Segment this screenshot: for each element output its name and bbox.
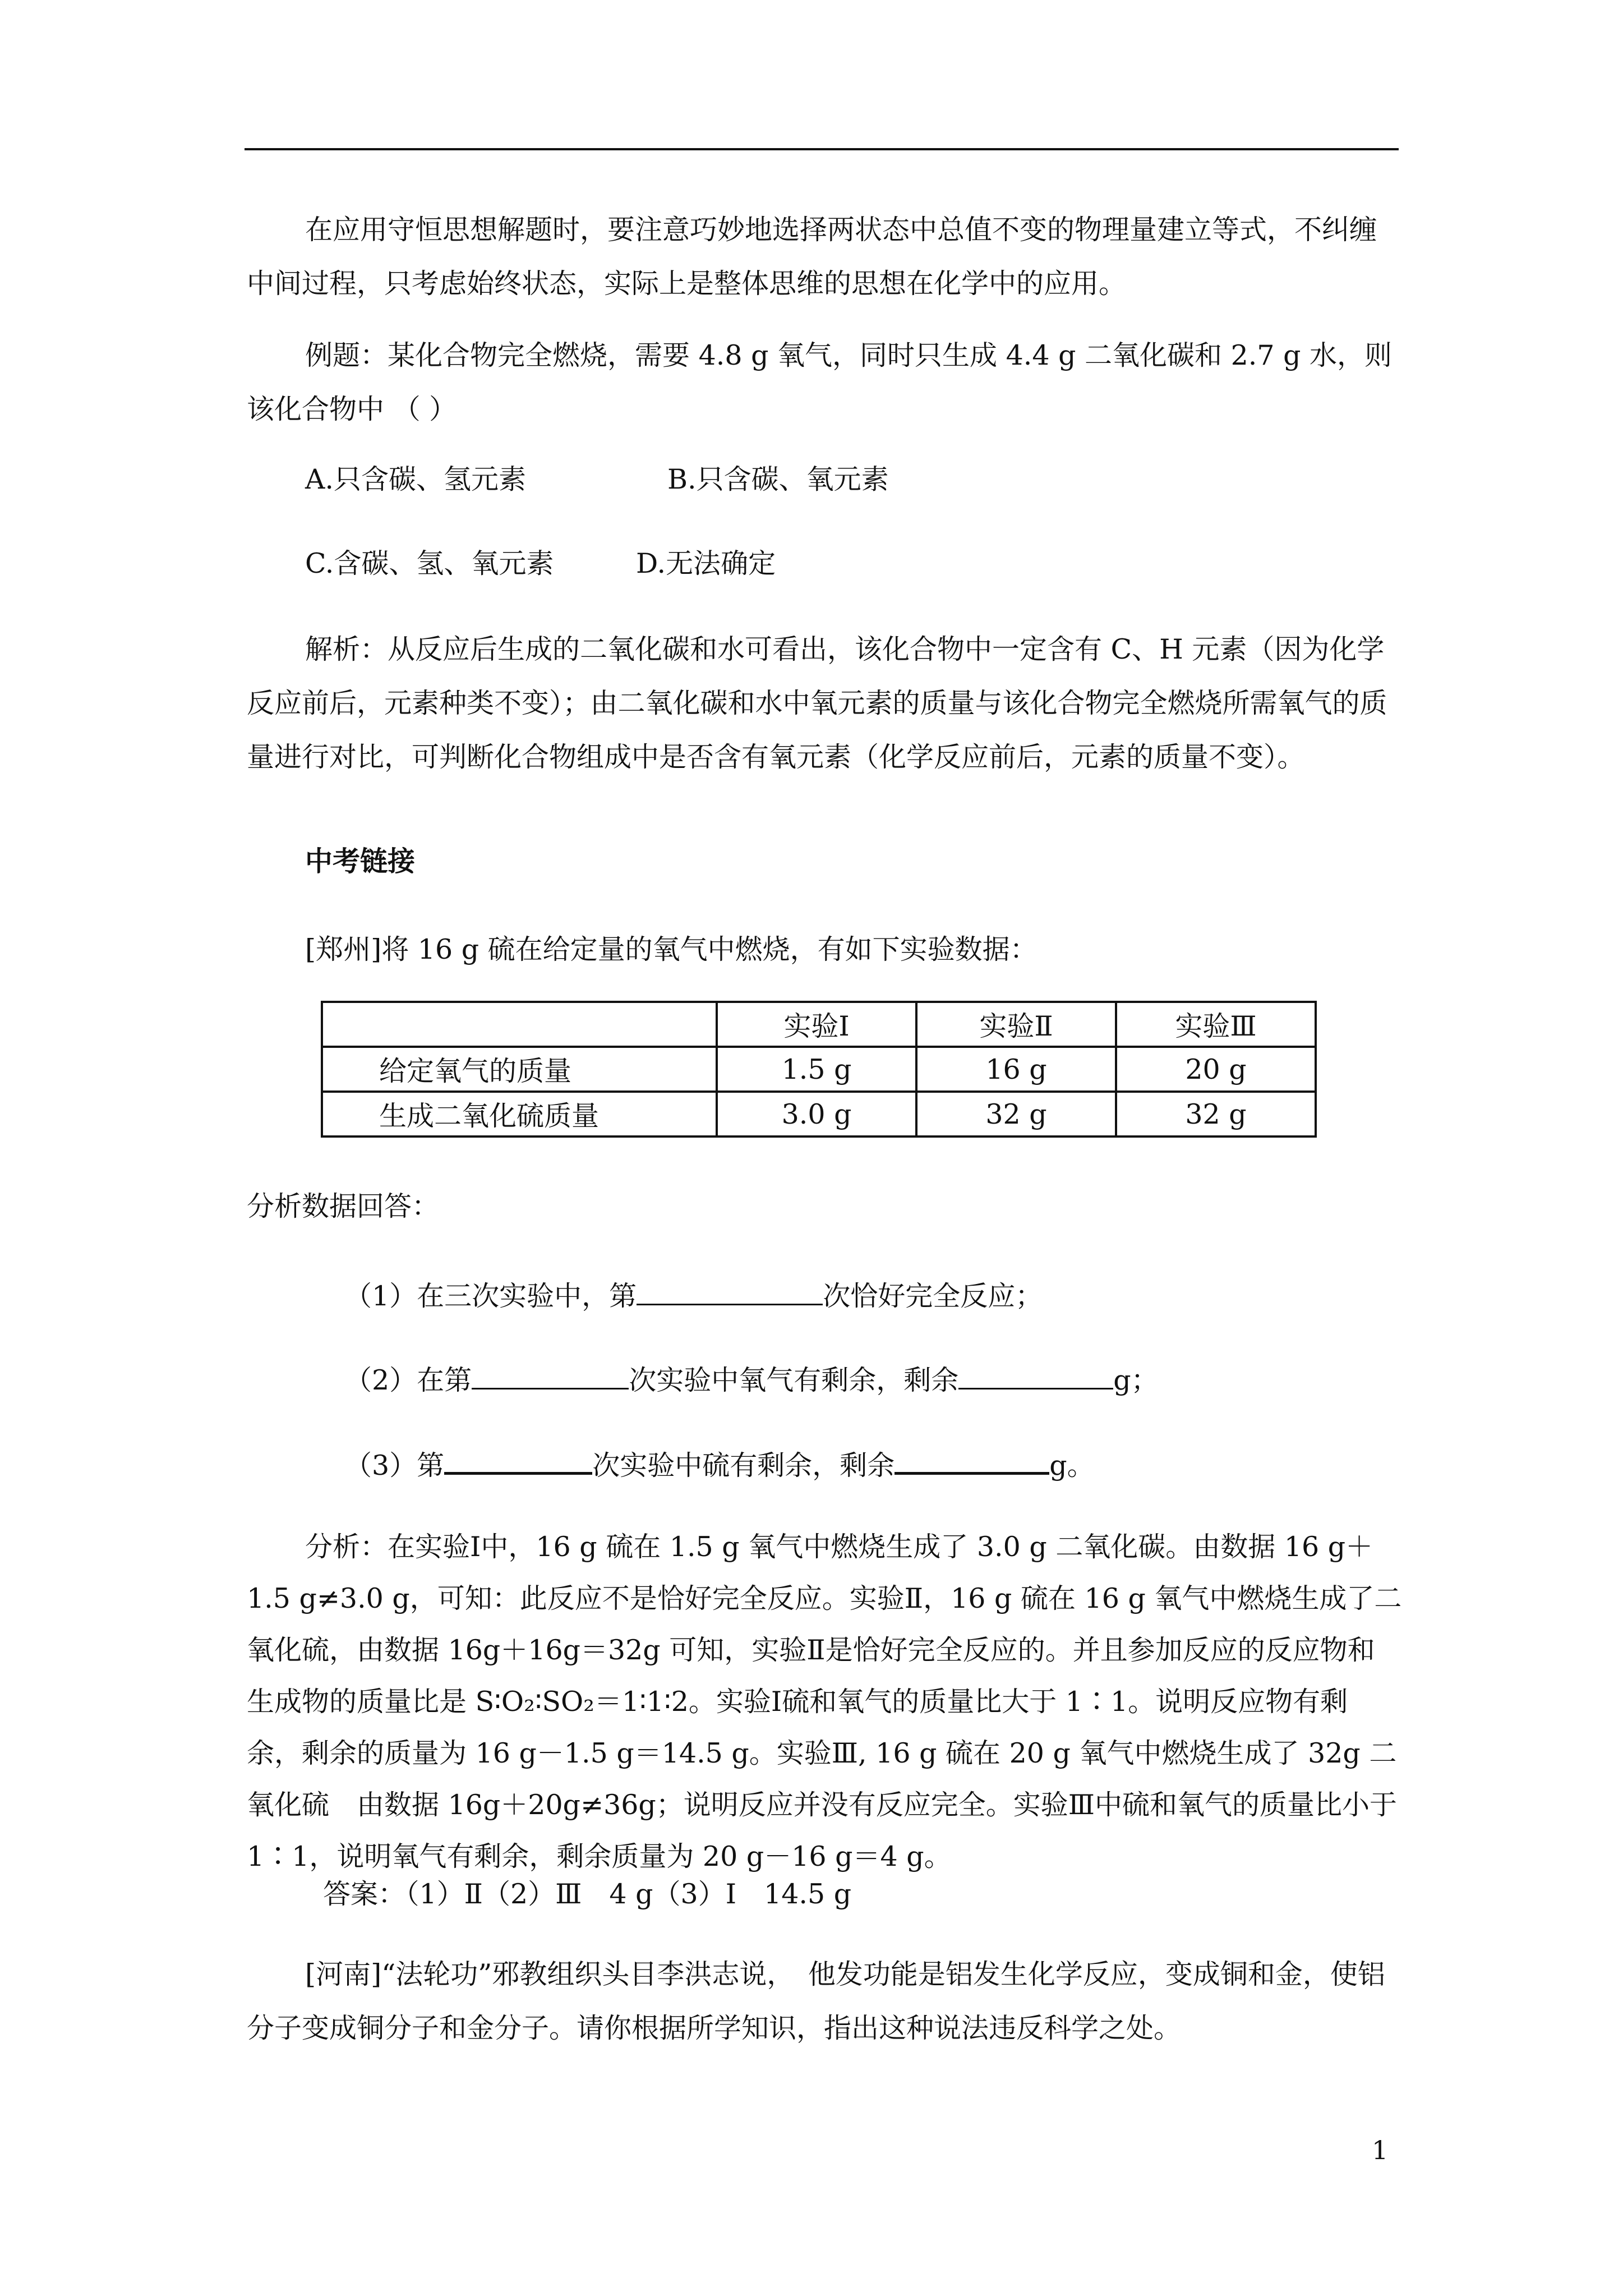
table-header-cell: 实验Ⅱ — [916, 1002, 1116, 1047]
principle-paragraph: 在应用守恒思想解题时，要注意巧妙地选择两状态中总值不变的物理量建立等式，不纠缠中间过程，只考虑始终状态，实际上是整体思维的思想在化学中的应用。 — [247, 214, 1377, 300]
table-row — [322, 1092, 1316, 1137]
q3-experiment-blank[interactable] — [444, 1443, 592, 1475]
zhengzhou-intro: [郑州]将 16 g 硫在给定量的氧气中燃烧，有如下实验数据： — [305, 933, 1038, 965]
table-row-label: 生成二氧化硫质量 — [322, 1092, 717, 1137]
q2-amount-blank[interactable] — [958, 1359, 1113, 1389]
table-cell: 32 g — [1116, 1092, 1316, 1137]
option-a: A.只含碳、氢元素 — [305, 463, 526, 495]
example-question: 例题：某化合物完全燃烧，需要 4.8 g 氧气，同时只生成 4.4 g 二氧化碳和 2.7 g 水，则该化合物中 （ ） — [247, 339, 1393, 425]
table-cell: 20 g — [1116, 1047, 1316, 1092]
q2-suffix: g； — [1113, 1364, 1159, 1396]
q2-experiment-blank[interactable] — [472, 1359, 629, 1389]
q2-prefix: （2）在第 — [344, 1364, 472, 1396]
q3-middle: 次实验中硫有剩余，剩余 — [592, 1450, 895, 1481]
answer-line: 答案：（1）Ⅱ（2）Ⅲ 4 g（3）Ⅰ 14.5 g — [323, 1878, 852, 1910]
table-cell: 1.5 g — [717, 1047, 916, 1092]
q2-middle: 次实验中氧气有剩余，剩余 — [629, 1364, 959, 1396]
table-header-row — [322, 1002, 1316, 1047]
table-cell: 32 g — [916, 1092, 1116, 1137]
experiment-table — [321, 1001, 1317, 1138]
table-row — [322, 1047, 1316, 1092]
q3-suffix: g。 — [1049, 1450, 1095, 1481]
question-1 — [344, 1274, 1043, 1316]
q1-prefix: （1）在三次实验中，第 — [344, 1280, 637, 1312]
table-cell: 16 g — [916, 1047, 1116, 1092]
question-3 — [344, 1443, 1095, 1485]
q3-amount-blank[interactable] — [895, 1443, 1049, 1475]
q1-suffix: 次恰好完全反应； — [823, 1280, 1043, 1312]
table-row-label: 给定氧气的质量 — [322, 1047, 717, 1092]
question-2 — [344, 1359, 1159, 1400]
table-cell: 3.0 g — [717, 1092, 916, 1137]
analysis-paragraph: 分析：在实验Ⅰ中，16 g 硫在 1.5 g 氧气中燃烧生成了 3.0 g 二氧化碳。由数据 16 g＋1.5 g≠3.0 g，可知：此反应不是恰好完全反应。实验Ⅱ，16 g 硫在 16 g 氧气中燃烧生成了二氧化硫，由数据 16g＋16g＝32g 可知，实验Ⅱ是恰好完全反应的。并且参加反应的反应物和生成物的质量比是 S∶O₂∶SO₂＝1∶1∶2。实验Ⅰ硫和氧气的质量比大于 1∶1。说明反应物有剩余，剩余的质量为 16 g－1.5 g＝14.5 g。实验Ⅲ, 16 g 硫在 20 g 氧气中燃烧生成了 32g 二氧化硫 由数据 16g＋20g≠36g；说明反应并没有反应完全。实验Ⅲ中硫和氧气的质量比小于 1∶1，说明氧气有剩余，剩余质量为 20 g－16 g＝4 g。 — [247, 1531, 1402, 1872]
header-rule — [245, 148, 1399, 150]
option-c: C.含碳、氢、氧元素 — [305, 547, 554, 579]
option-d: D.无法确定 — [636, 547, 776, 579]
explanation-paragraph: 解析：从反应后生成的二氧化碳和水可看出，该化合物中一定含有 C、H 元素（因为化学反应前后，元素种类不变）；由二氧化碳和水中氧元素的质量与该化合物完全燃烧所需氧气的质量进行对比，可判断化合物组成中是否含有氧元素（化学反应前后，元素的质量不变）。 — [247, 633, 1387, 773]
table-header-cell: 实验Ⅲ — [1116, 1002, 1316, 1047]
analyze-prompt: 分析数据回答： — [247, 1190, 440, 1222]
henan-question: [河南]“法轮功”邪教组织头目李洪志说， 他发功能是铝发生化学反应，变成铜和金，使铝分子变成铜分子和金分子。请你根据所学知识，指出这种说法违反科学之处。 — [247, 1958, 1385, 2044]
table-header-cell: 实验Ⅰ — [717, 1002, 916, 1047]
page-number: 1 — [1372, 2135, 1389, 2165]
q1-answer-blank[interactable] — [637, 1274, 823, 1305]
table-header-empty — [322, 1002, 717, 1047]
option-b: B.只含碳、氧元素 — [667, 463, 889, 495]
section-heading: 中考链接 — [305, 845, 416, 877]
q3-prefix: （3）第 — [344, 1450, 445, 1481]
